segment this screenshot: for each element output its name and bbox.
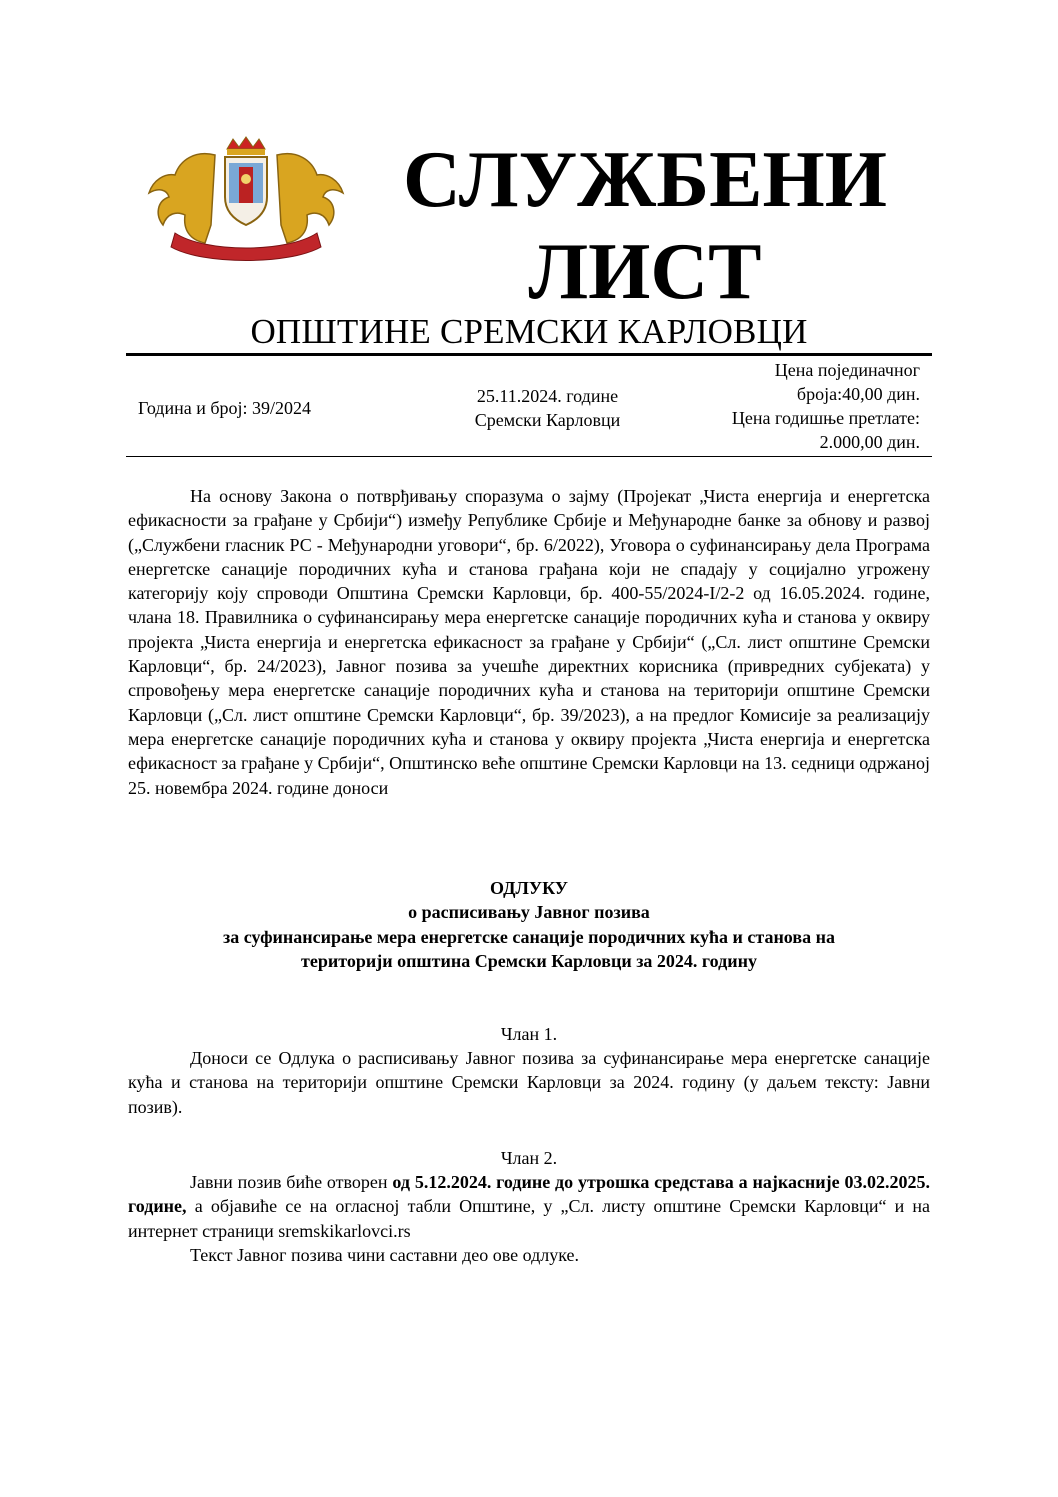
article-2-text-b: а објавиће се на огласној табли Општине, у „Сл. листу општине Сремски Карловци“ и на интернет страници sremskikarlovci.rs [128,1196,930,1241]
issue-date: 25.11.2024. године [476,386,619,406]
article-2-title: Члан 2. [500,1148,558,1168]
price-info [650,358,920,454]
price-line-4: 2.000,00 дин. [819,432,920,452]
article-2-text-2: Текст Јавног позива чини саставни део ове одлуке. [190,1244,580,1265]
article-2-paragraph [128,1170,930,1243]
article-1-text: Доноси се Одлука о расписивању Јавног позива за суфинансирање мера енергетске санације кућа и станова на територији општине Сремски Карловци за 2024. годину (у даљем тексту: Јавни позив). [128,1048,930,1117]
price-line-3: Цена годишње претлате: [731,408,920,428]
decision-subtitle-2: за суфинансирање мера енергетске санације породичних кућа и станова на [223,926,835,947]
price-line-1: Цена појединачног [774,360,920,380]
preamble [128,484,930,800]
issue-date-place [440,384,655,432]
decision-title: ОДЛУКУ [489,878,568,898]
masthead-title-line1: СЛУЖБЕНИ [403,136,887,224]
article-2-text-a: Јавни позив биће отворен [190,1172,393,1192]
article-1-title: Члан 1. [500,1024,558,1044]
article-2 [128,1170,930,1267]
decision-subtitle-1: о расписивању Јавног позива [408,902,650,923]
header-rule-bottom [126,456,932,457]
decision-heading [128,876,930,973]
issue-number: Година и број: 39/2024 [138,398,312,418]
preamble-paragraph: На основу Закона о потврђивању споразума о зајму (Пројекат „Чиста енергија и енергетска ефикасности за грађане у Србији“) између Републике Србије и Међународне банке за обнову и развој („Службени гласник РС - Међународни уговори“, бр. 6/2022), Уговора о суфинансирању дела Програма енергетске санације породичних кућа и станова грађана који не спадају у социјално угрожену категорију коју спроводи Општина Сремски Карловци, бр. 400-55/2024-I/2-2 од 16.05.2024. године, члана 18. Правилника о суфинансирању мера енергетске санације породичних кућа и станова у оквиру пројекта „Чиста енергија и енергетска ефикасност за грађане у Србији“ („Сл. лист општине Сремски Карловци“, бр. 24/2023), Јавног позива за учешће директних корисника (привредних субјеката) у спровођењу мера енергетске санације породичних кућа и станова на територији општине Сремски Карловци („Сл. лист општине Сремски Карловци“, бр. 39/2023), а на предлог Комисије за реализацију мера енергетске санације породичних кућа и станова у оквиру пројекта „Чиста енергија и енергетска ефикасност за грађане у Србији“, Општинско веће општине Сремски Карловци на 13. седници одржаној 25. новембра 2024. године доноси [128,486,931,798]
masthead-subtitle: ОПШТИНЕ СРЕМСКИ КАРЛОВЦИ [250,312,808,351]
article-2-dates: од 5.12.2024. године до утрошка средстава а најкасније 03.02.2025. године, [128,1172,930,1217]
coat-of-arms-icon [145,135,347,267]
decision-subtitle-3: територији општина Сремски Карловци за 2024. годину [301,950,757,971]
price-line-2: броја:40,00 дин. [796,384,920,404]
header-rule-top [126,353,932,356]
masthead-title-line2: ЛИСТ [528,228,762,316]
issue-place: Сремски Карловци [474,410,621,430]
article-1 [128,1046,930,1119]
